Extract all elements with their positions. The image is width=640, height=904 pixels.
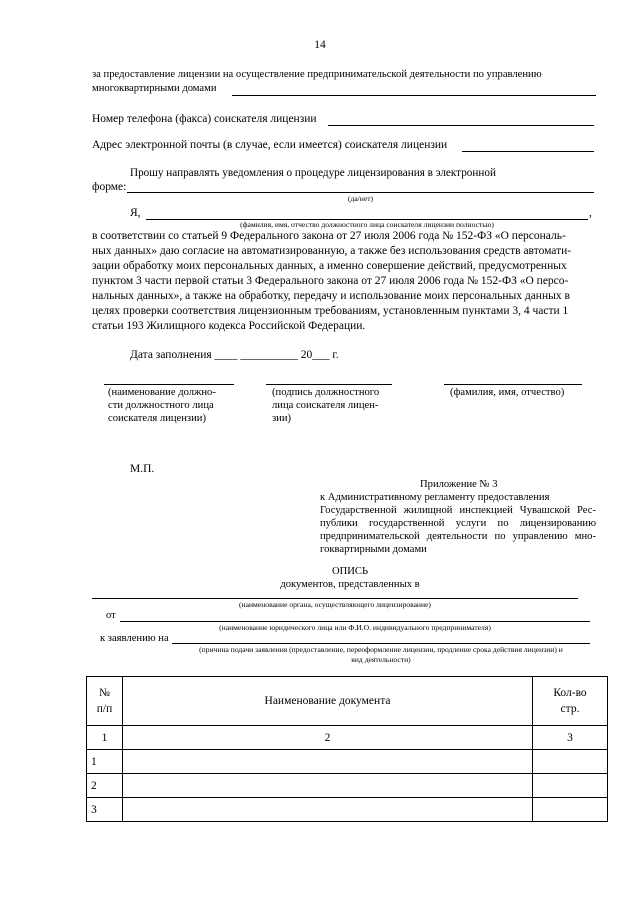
page-count-cell[interactable] [533, 750, 608, 774]
application-field[interactable] [172, 643, 590, 644]
ya-label: Я, [130, 207, 141, 219]
document-name-cell[interactable] [123, 774, 533, 798]
stamp-label: М.П. [130, 463, 155, 475]
intro-line-2: многоквартирными домами [92, 83, 217, 94]
notify-line-1: Прошу направлять уведомления о процедуре лицензирования в электронной [130, 167, 496, 179]
application-caption-1: (причина подачи заявления (предоставление, переоформление лицензии, продление срока действия лицензии) и [199, 645, 563, 654]
appendix-line-4: предпринимательской деятельности по управлению мно- [320, 531, 596, 542]
header-number: № п/п [87, 677, 123, 726]
header-document-name: Наименование документа [123, 677, 533, 726]
consent-line-3: зации обработку моих персональных данных, а именно совершение действий, предусмотренных [92, 260, 567, 272]
consent-line-6: целях проверки соответствия лицензионным требованиям, установленным пунктами 3, 4 части 1 [92, 305, 569, 317]
appendix-line-5: гоквартирными домами [320, 544, 427, 555]
signature-caption-3: зии) [272, 413, 292, 424]
name-caption: (фамилия, имя, отчество) [450, 387, 565, 398]
row-number: 3 [87, 798, 123, 822]
consent-line-1: в соответствии со статьей 9 Федерального закона от 27 июля 2006 года № 152-ФЗ «О персональ- [92, 230, 566, 242]
organ-caption: (наименование органа, осуществляющего лицензирование) [239, 600, 431, 609]
inventory-title: ОПИСЬ [331, 566, 369, 577]
table-row [87, 798, 608, 822]
header-page-count: Кол-во стр. [533, 677, 608, 726]
position-field[interactable] [104, 384, 234, 385]
table-header-row [87, 677, 608, 726]
index-cell: 2 [123, 726, 533, 750]
name-field[interactable] [444, 384, 582, 385]
consent-line-7: статьи 193 Жилищного кодекса Российской Федерации. [92, 320, 366, 332]
date-line: Дата заполнения ____ __________ 20___ г. [130, 349, 339, 361]
consent-line-4: пунктом 3 части первой статьи 3 Федерального закона от 27 июля 2006 года № 152-ФЗ «О персо- [92, 275, 569, 287]
application-label: к заявлению на [100, 633, 169, 644]
consent-line-5: нальных данных», а также на обработку, передачу и использование моих персональных данных в [92, 290, 570, 302]
notify-caption: (да/нет) [347, 194, 374, 203]
page-count-cell[interactable] [533, 774, 608, 798]
ya-caption: (фамилия, имя, отчество должностного лица соискателя лицензии полностью) [240, 220, 494, 229]
row-number: 1 [87, 750, 123, 774]
phone-field[interactable] [328, 125, 594, 126]
email-field[interactable] [462, 151, 594, 152]
document-name-cell[interactable] [123, 798, 533, 822]
page-count-cell[interactable] [533, 798, 608, 822]
from-label: от [106, 610, 116, 621]
appendix-title: Приложение № 3 [420, 479, 498, 490]
ya-comma: , [589, 207, 592, 219]
index-cell: 3 [533, 726, 608, 750]
organ-field[interactable] [92, 598, 578, 599]
document-name-cell[interactable] [123, 750, 533, 774]
table-row [87, 750, 608, 774]
documents-table [86, 676, 608, 822]
appendix-line-1: к Административному регламенту предоставления [320, 492, 550, 503]
from-field[interactable] [120, 621, 590, 622]
application-caption-2: вид деятельности) [351, 655, 411, 664]
signature-caption-2: лица соискателя лицен- [272, 400, 379, 411]
intro-underline[interactable] [232, 95, 596, 96]
appendix-line-2: Государственной жилищной инспекцией Чувашской Рес- [320, 505, 596, 516]
row-number: 2 [87, 774, 123, 798]
page-number: 14 [314, 39, 326, 51]
inventory-subtitle: документов, представленных в [280, 579, 420, 590]
table-row [87, 774, 608, 798]
consent-line-2: ных данных» даю согласие на автоматизированную, а также без использования средств автомати- [92, 245, 572, 257]
table-index-row [87, 726, 608, 750]
phone-label: Номер телефона (факса) соискателя лицензии [92, 113, 317, 125]
position-caption-2: сти должностного лица [108, 400, 214, 411]
intro-line-1: за предоставление лицензии на осуществление предпринимательской деятельности по управлению [92, 69, 542, 80]
signature-field[interactable] [266, 384, 392, 385]
notify-field[interactable] [127, 192, 594, 193]
from-caption: (наименование юридического лица или Ф.И.О. индивидуального предпринимателя) [219, 623, 491, 632]
notify-line-2: форме: [92, 181, 127, 193]
appendix-line-3: публики государственной услуги по лицензированию [320, 518, 596, 529]
position-caption-3: соискателя лицензии) [108, 413, 206, 424]
position-caption-1: (наименование должно- [108, 387, 216, 398]
index-cell: 1 [87, 726, 123, 750]
signature-caption-1: (подпись должностного [272, 387, 380, 398]
email-label: Адрес электронной почты (в случае, если имеется) соискателя лицензии [92, 139, 448, 151]
